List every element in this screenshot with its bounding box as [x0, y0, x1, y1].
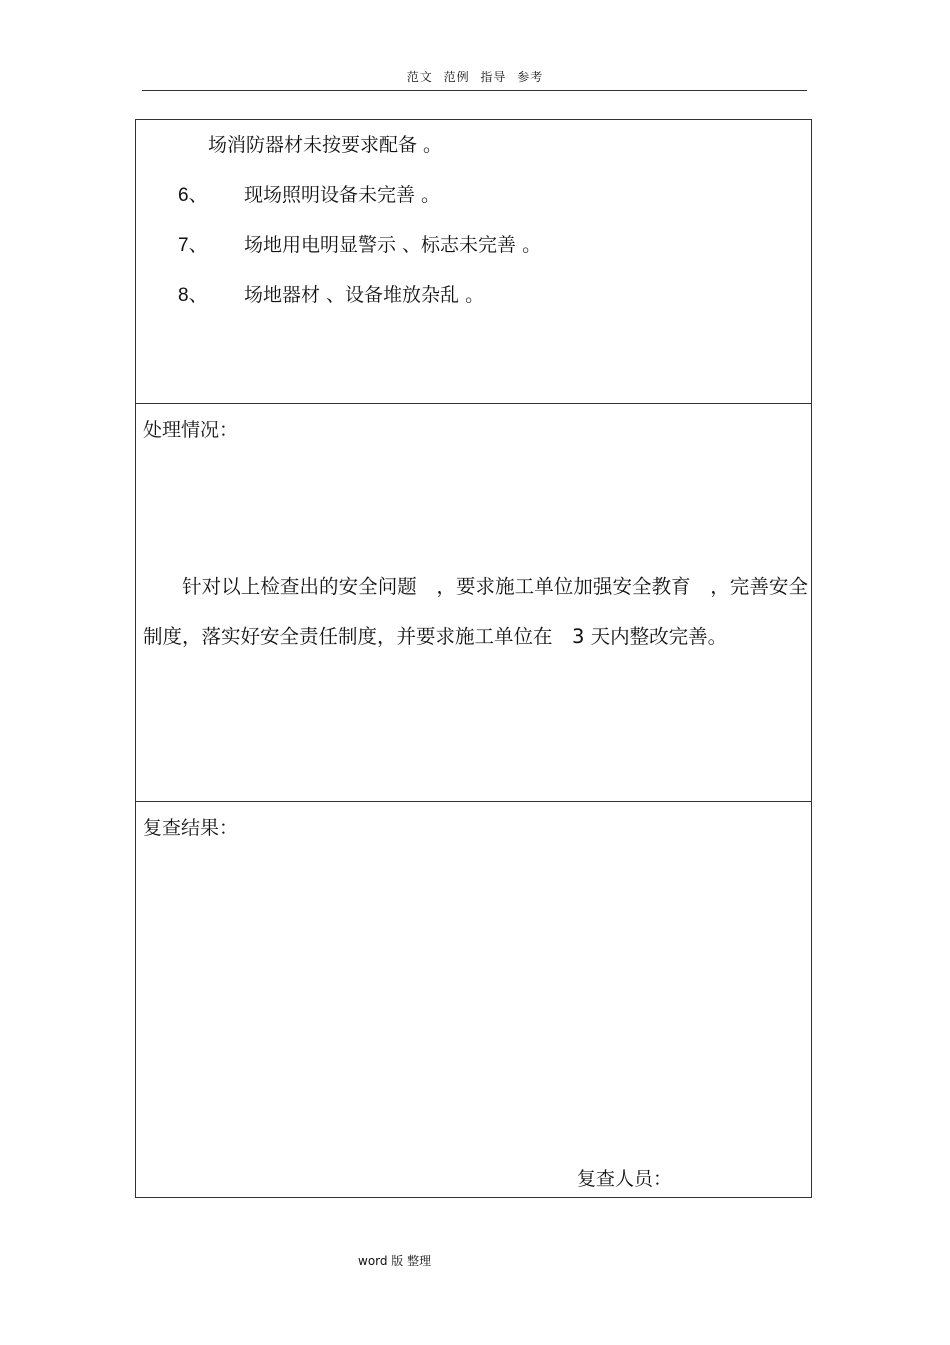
issue-number-6: 6、: [178, 185, 208, 206]
issue-number-8: 8、: [178, 285, 208, 306]
page-footer: word 版 整理: [358, 1254, 432, 1268]
review-result-label: 复查结果：: [143, 817, 239, 839]
handling-section: [136, 404, 811, 802]
inspection-form-table: [135, 119, 812, 1198]
issues-section: [136, 120, 811, 404]
reviewer-signature-label: 复查人员：: [577, 1168, 673, 1190]
issue-text-7: 场地用电明显警示 、标志未完善 。: [244, 234, 542, 256]
issue-number-7: 7、: [178, 235, 208, 256]
issue-continuation-text: 场消防器材未按要求配备 。: [208, 134, 443, 156]
header-rule: [142, 90, 807, 91]
issue-text-8: 场地器材 、设备堆放杂乱 。: [244, 284, 485, 306]
issue-text-6: 现场照明设备未完善 。: [244, 184, 441, 206]
page-header: 范文 范例 指导 参考: [406, 70, 544, 84]
handling-paragraph: 针对以上检查出的安全问题 ，要求施工单位加强安全教育 ，完善安全制度，落实好安全责任制度，并要求施工单位在 3 天内整改完善。: [143, 575, 808, 648]
handling-label: 处理情况：: [143, 419, 239, 441]
review-section: [136, 802, 811, 1197]
